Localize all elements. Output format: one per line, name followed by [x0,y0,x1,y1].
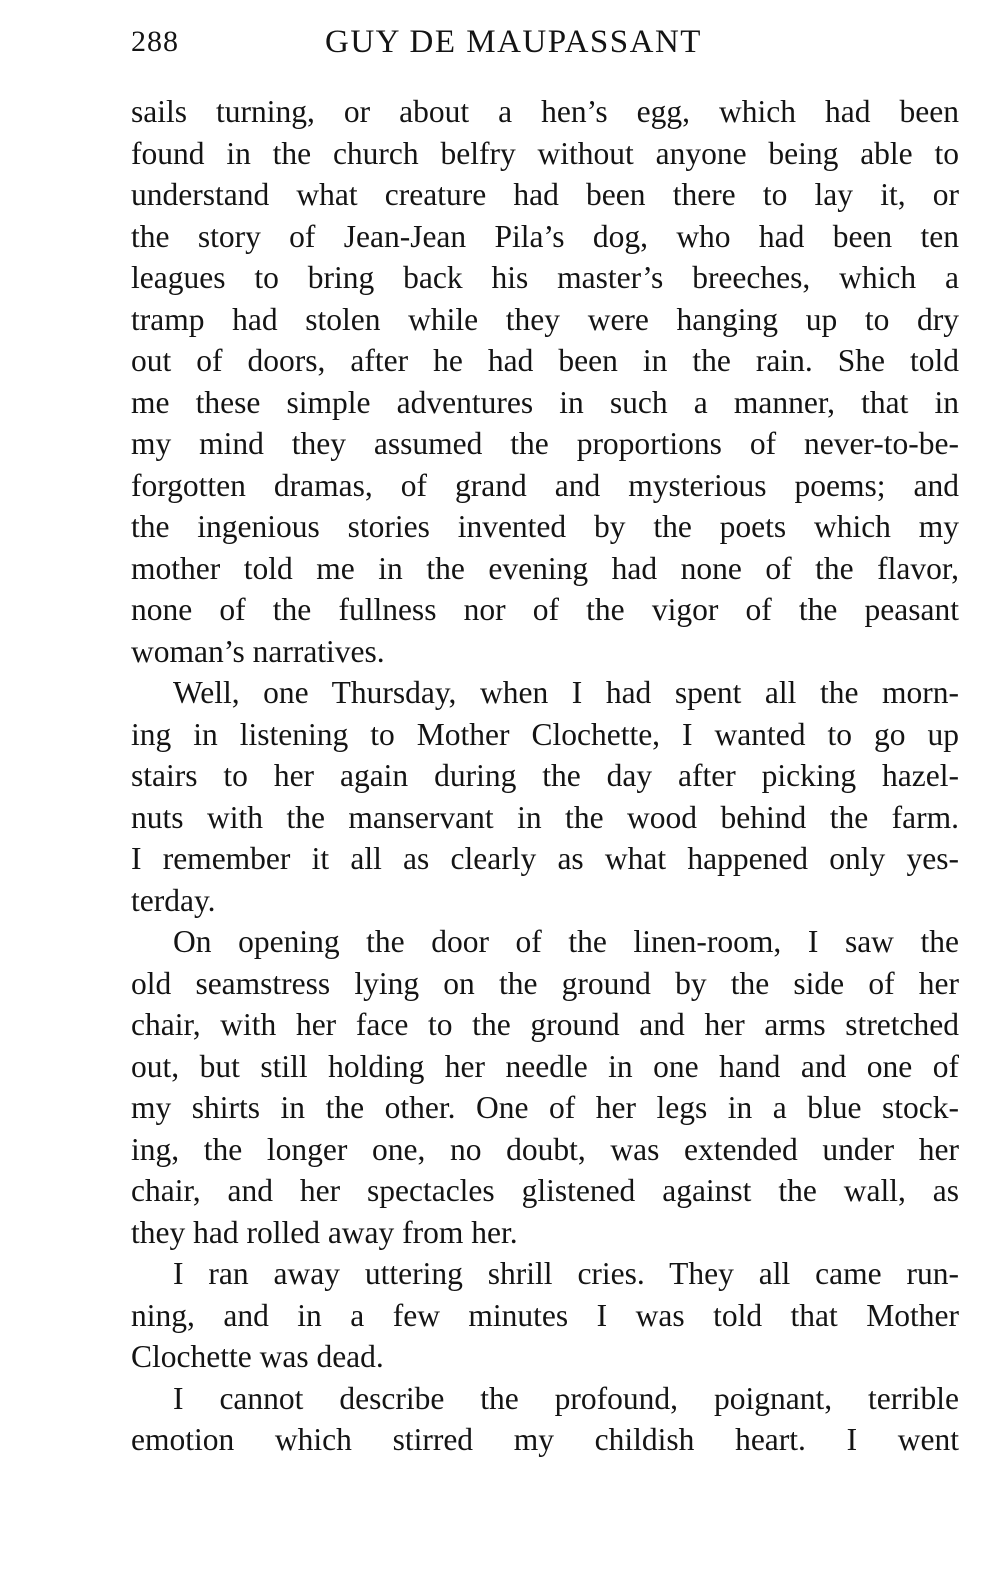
text-line: out, but still holding her needle in one hand and one of [131,1048,959,1084]
text-line: nuts with the manservant in the wood behind the farm. [131,799,959,835]
text-line: terday. [131,882,216,918]
text-line: out of doors, after he had been in the rain. She told [131,343,959,378]
text-line: chair, with her face to the ground and her arms stretched [131,1007,959,1042]
running-title: GUY DE MAUPASSANT [325,24,702,60]
text-line: stairs to her again during the day after picking hazel- [131,758,959,793]
text-line: Clochette was dead. [131,1339,384,1374]
running-head [131,18,959,66]
text-line: leagues to bring back his master’s breeches, which a [131,260,959,295]
text-line: Well, one Thursday, when I had spent all the morn- [173,675,959,710]
text-line: On opening the door of the linen-room, I saw the [173,924,959,959]
text-line: chair, and her spectacles glistened against the wall, as [131,1173,959,1208]
text-line: ing in listening to Mother Clochette, I wanted to go up [131,716,959,752]
text-line: my shirts in the other. One of her legs in a blue stock- [131,1090,959,1125]
text-line: the story of Jean-Jean Pila’s dog, who had been ten [131,218,959,254]
text-line: tramp had stolen while they were hanging up to dry [131,301,959,337]
text-line: I cannot describe the profound, poignant, terrible [173,1380,959,1416]
text-line: understand what creature had been there to lay it, or [131,177,959,212]
text-line: my mind they assumed the proportions of never-to-be- [131,426,959,461]
text-line: forgotten dramas, of grand and mysterious poems; and [131,467,959,503]
text-line: the ingenious stories invented by the poets which my [131,509,959,544]
text-line: me these simple adventures in such a manner, that in [131,384,959,420]
text-line: sails turning, or about a hen’s egg, which had been [131,94,959,129]
text-line: old seamstress lying on the ground by the side of her [131,965,959,1001]
text-line: ing, the longer one, no doubt, was extended under her [131,1131,959,1167]
body-text [131,91,959,1461]
text-line: I remember it all as clearly as what happened only yes- [131,841,959,876]
text-line: they had rolled away from her. [131,1214,518,1250]
text-line: emotion which stirred my childish heart. I went [131,1422,959,1457]
page-number: 288 [131,25,179,58]
text-line: mother told me in the evening had none of the flavor, [131,550,959,586]
text-line: found in the church belfry without anyone being able to [131,135,959,171]
text-line: I ran away uttering shrill cries. They all came run- [173,1256,959,1291]
text-line: woman’s narratives. [131,633,385,669]
text-line: none of the fullness nor of the vigor of the peasant [131,592,959,627]
text-line: ning, and in a few minutes I was told that Mother [131,1297,959,1333]
